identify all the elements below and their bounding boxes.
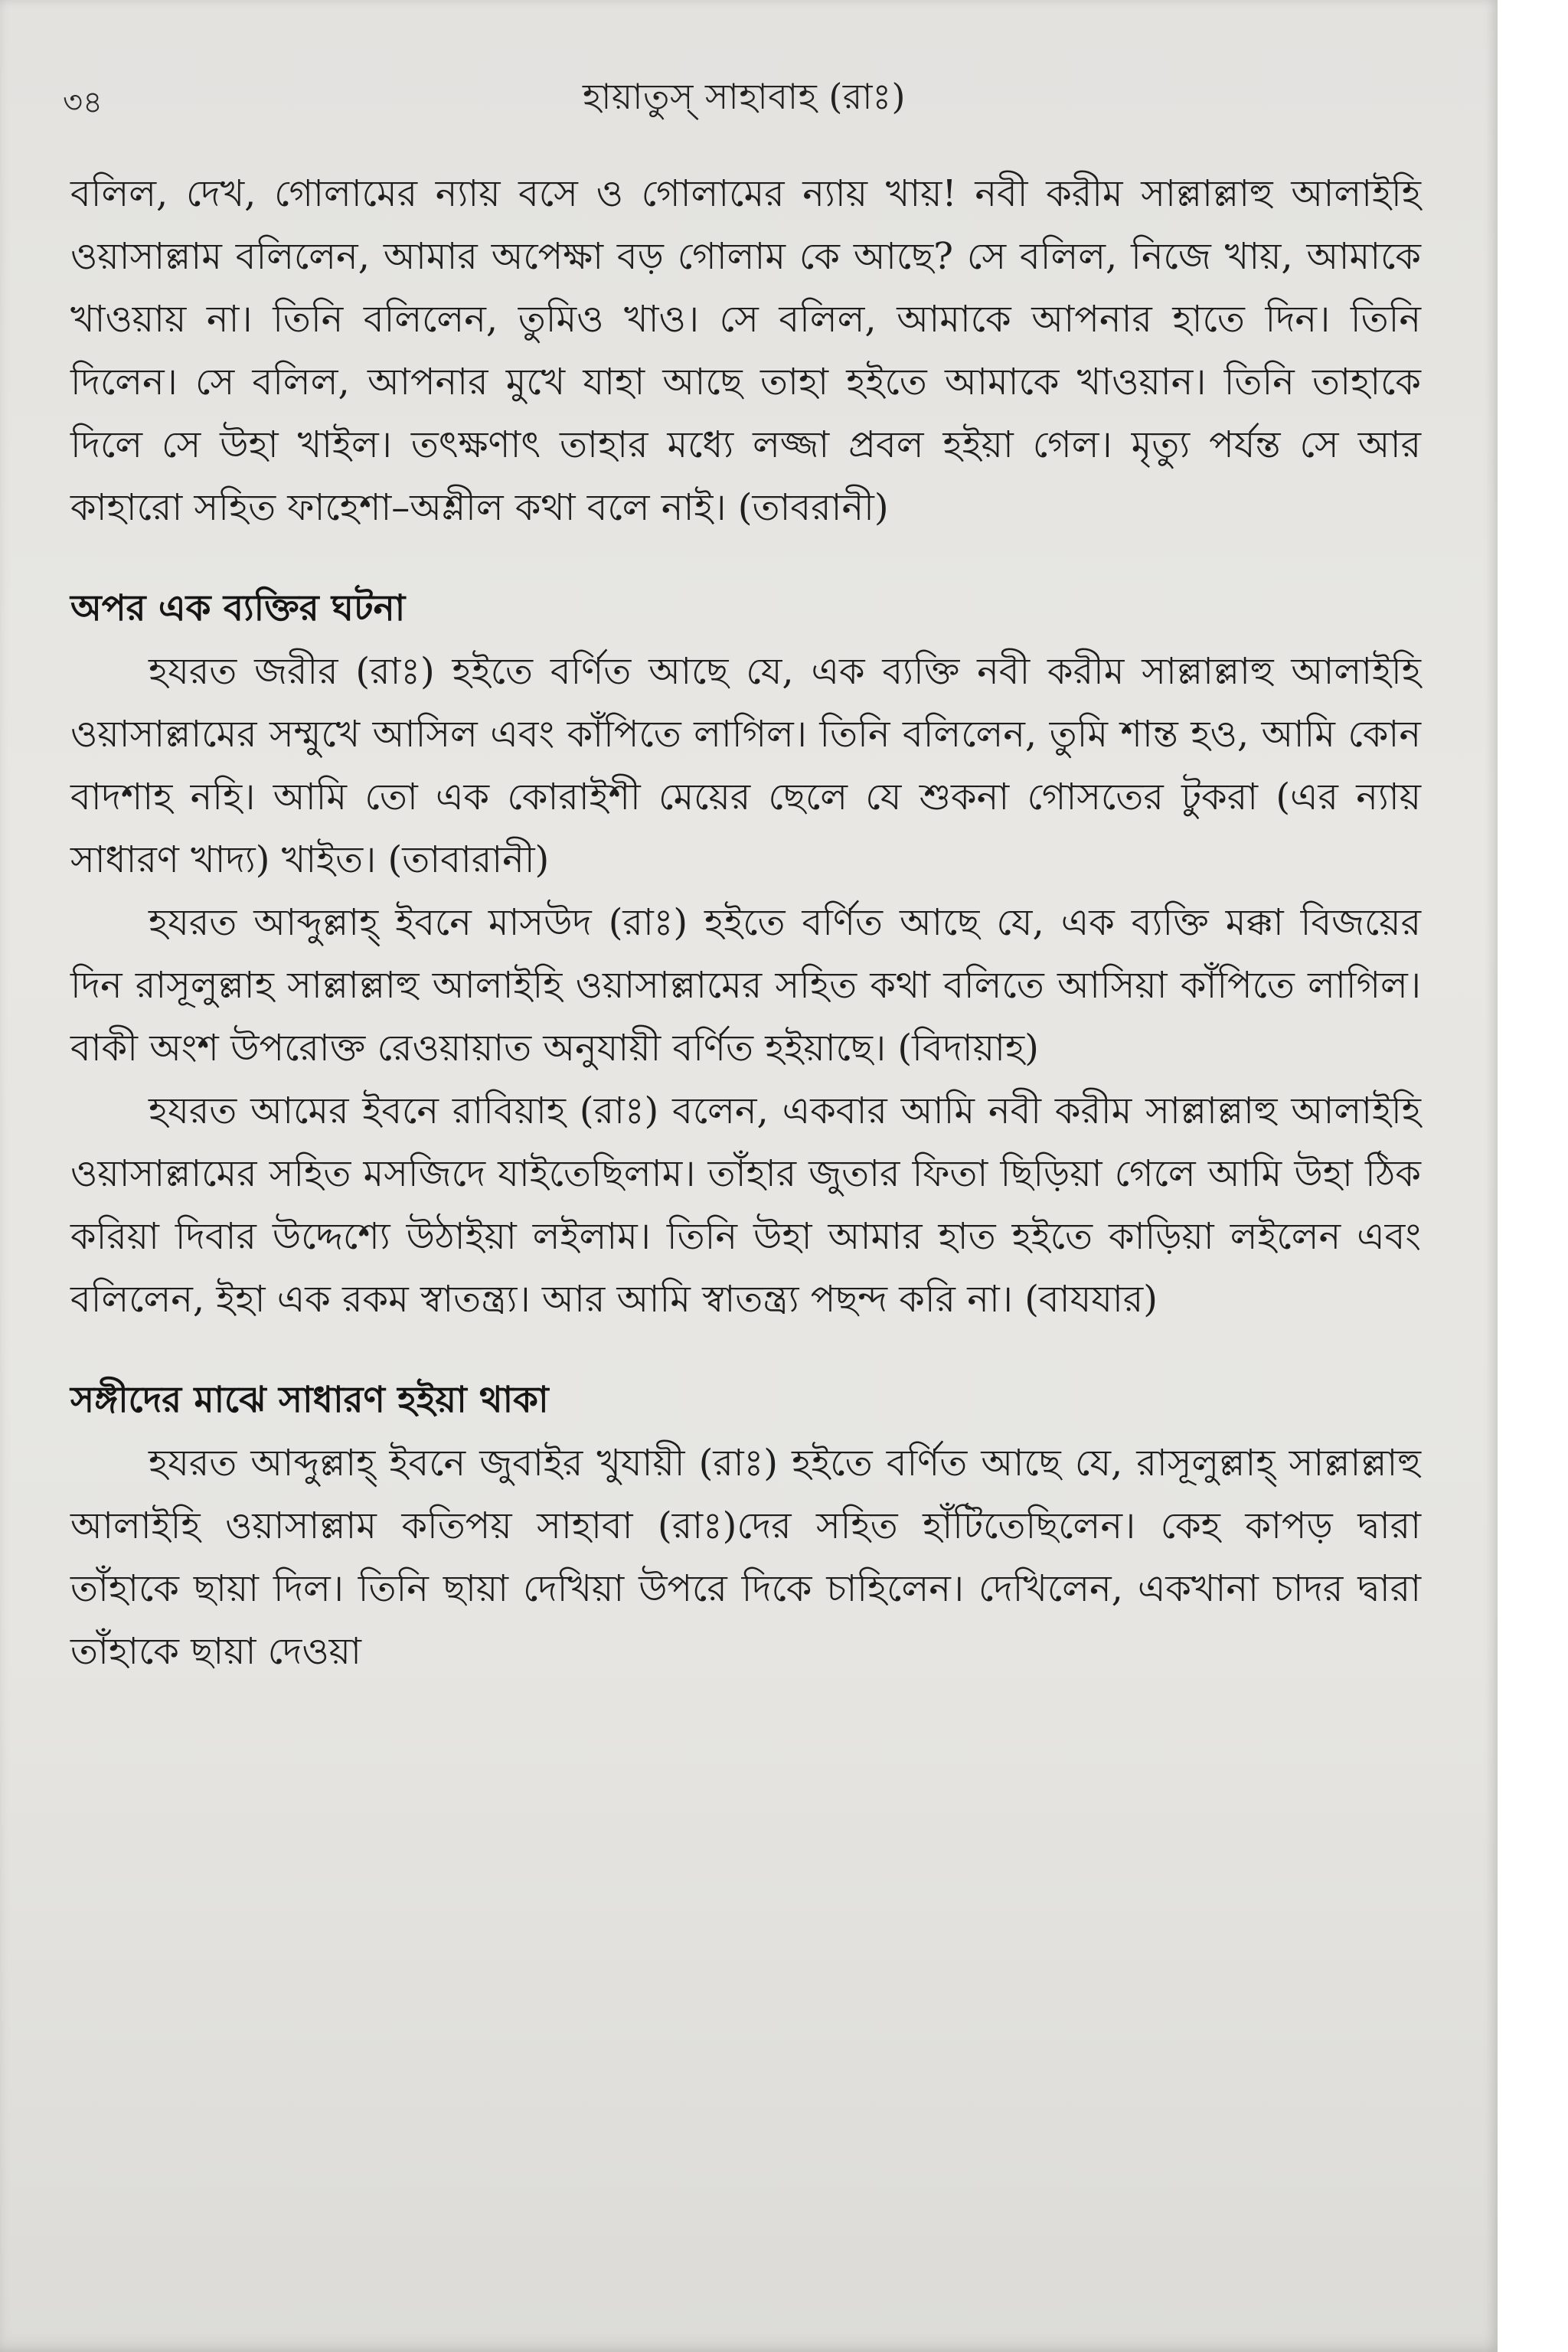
section-heading-among-companions: সঙ্গীদের মাঝে সাধারণ হইয়া থাকা bbox=[70, 1379, 549, 1421]
scan-margin bbox=[1498, 0, 1568, 2352]
paragraph-jarir: হযরত জরীর (রাঃ) হইতে বর্ণিত আছে যে, এক ব্যক্তি নবী করীম সাল্লাল্লাহু আলাইহি ওয়াসাল্লামের সম্মুখে আসিল এবং কাঁপিতে লাগিল। তিনি বলিলেন, তুমি শান্ত হও, আমি কোন বাদশাহ নহি। আমি তো এক কোরাইশী মেয়ের ছেলে যে শুকনা গোসতের টুকরা (এর ন্যায় সাধারণ খাদ্য) খাইত। (তাবারানী) bbox=[70, 650, 1421, 881]
page-header bbox=[63, 67, 1426, 129]
paragraph-ibn-jubair: হযরত আব্দুল্লাহ্ ইবনে জুবাইর খুযায়ী (রাঃ) হইতে বর্ণিত আছে যে, রাসূলুল্লাহ্ সাল্লাল্লাহু আলাইহি ওয়াসাল্লাম কতিপয় সাহাবা (রাঃ)দের সহিত হাঁটিতেছিলেন। কেহ কাপড় দ্বারা তাঁহাকে ছায়া দিল। তিনি ছায়া দেখিয়া উপরে দিকে চাহিলেন। দেখিলেন, একখানা চাদর দ্বারা তাঁহাকে ছায়া দেওয়া bbox=[70, 1442, 1421, 1673]
paragraph-amer-ibn-rabiah: হযরত আমের ইবনে রাবিয়াহ (রাঃ) বলেন, একবার আমি নবী করীম সাল্লাল্লাহু আলাইহি ওয়াসাল্লামের সহিত মসজিদে যাইতেছিলাম। তাঁহার জুতার ফিতা ছিড়িয়া গেলে আমি উহা ঠিক করিয়া দিবার উদ্দেশ্যে উঠাইয়া লইলাম। তিনি উহা আমার হাত হইতে কাড়িয়া লইলেন এবং বলিলেন, ইহা এক রকম স্বাতন্ত্র্য। আর আমি স্বাতন্ত্র্য পছন্দ করি না। (বাযযার) bbox=[70, 1089, 1421, 1321]
paragraph-continued: বলিল, দেখ, গোলামের ন্যায় বসে ও গোলামের ন্যায় খায়! নবী করীম সাল্লাল্লাহু আলাইহি ওয়াসাল্লাম বলিলেন, আমার অপেক্ষা বড় গোলাম কে আছে? সে বলিল, নিজে খায়, আমাকে খাওয়ায় না। তিনি বলিলেন, তুমিও খাও। সে বলিল, আমাকে আপনার হাতে দিন। তিনি দিলেন। সে বলিল, আপনার মুখে যাহা আছে তাহা হইতে আমাকে খাওয়ান। তিনি তাহাকে দিলে সে উহা খাইল। তৎক্ষণাৎ তাহার মধ্যে লজ্জা প্রবল হইয়া গেল। মৃত্যু পর্যন্ত সে আর কাহারো সহিত ফাহেশা–অশ্লীল কথা বলে নাই। (তাবরানী) bbox=[70, 172, 1421, 529]
section-heading-another-person: অপর এক ব্যক্তির ঘটনা bbox=[70, 587, 406, 629]
page-body bbox=[70, 162, 1421, 1683]
paragraph-ibn-masud: হযরত আব্দুল্লাহ্ ইবনে মাসউদ (রাঃ) হইতে বর্ণিত আছে যে, এক ব্যক্তি মক্কা বিজয়ের দিন রাসূলুল্লাহ সাল্লাল্লাহু আলাইহি ওয়াসাল্লামের সহিত কথা বলিতে আসিয়া কাঁপিতে লাগিল। বাকী অংশ উপরোক্ত রেওয়ায়াত অনুযায়ী বর্ণিত হইয়াছে। (বিদায়াহ) bbox=[70, 901, 1421, 1070]
running-title: হায়াতুস্ সাহাবাহ (রাঃ) bbox=[583, 76, 906, 117]
page-number: ৩৪ bbox=[63, 85, 103, 120]
